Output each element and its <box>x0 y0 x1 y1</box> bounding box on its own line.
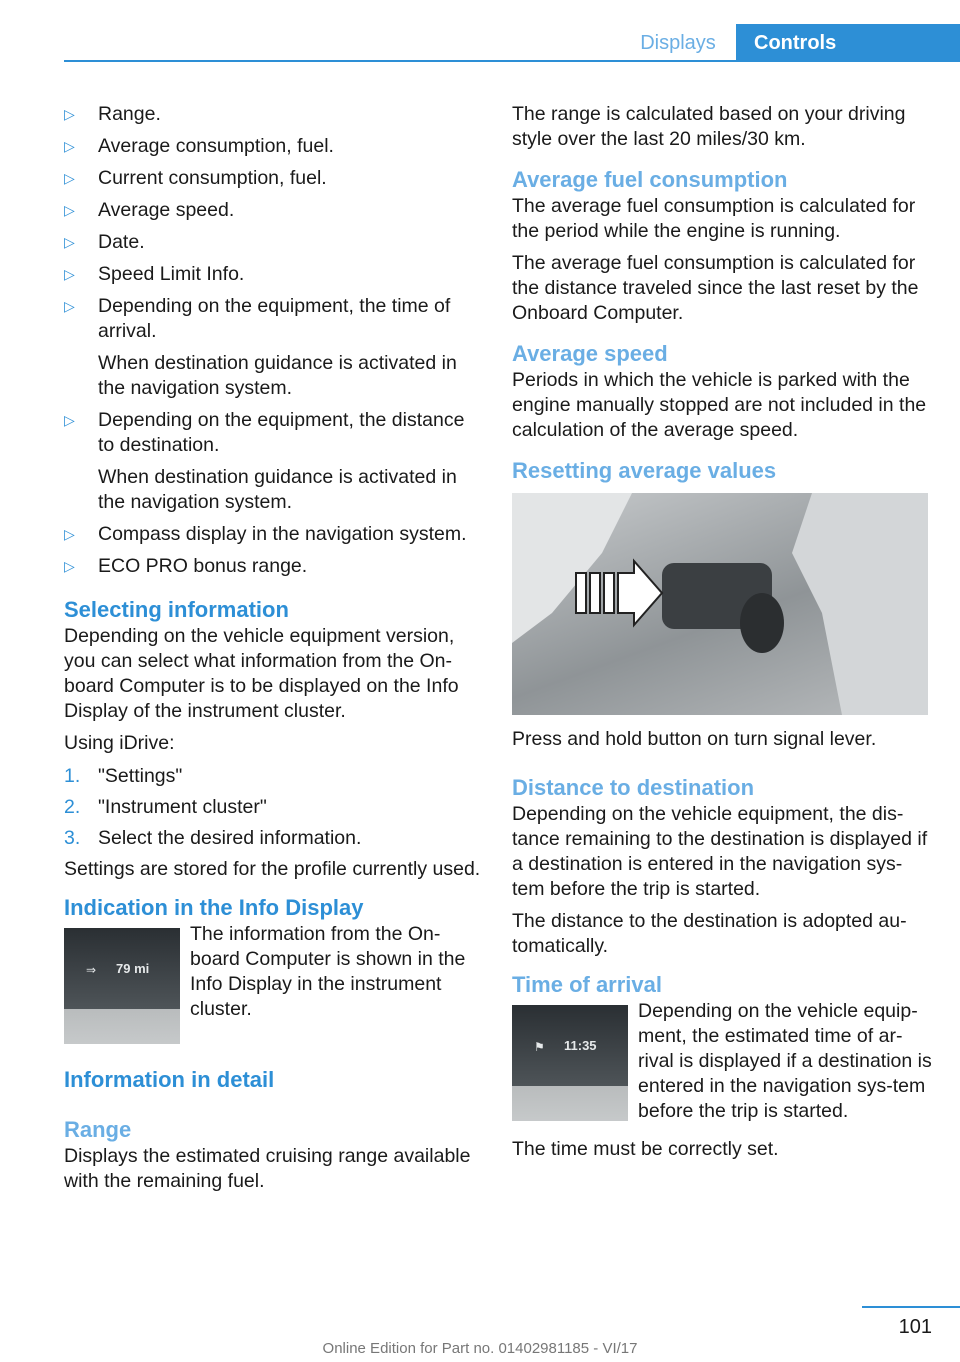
triangle-bullet-icon: ▷ <box>64 202 75 218</box>
tab-displays[interactable]: Displays <box>640 32 716 54</box>
settings-stored-paragraph: Settings are stored for the profile currently used. <box>64 858 481 880</box>
average-fuel-heading: Average fuel consumption <box>512 167 788 192</box>
lever-illustration <box>512 493 928 715</box>
list-item: ▷ Range. <box>64 103 161 125</box>
distance-paragraph-1: Depending on the vehicle equipment, the dis‐tance remaining to the destination is displayed if a destination is entered in the navigation sys‐tem before the trip is started. <box>512 803 928 900</box>
triangle-bullet-icon: ▷ <box>64 266 75 282</box>
left-column <box>64 102 482 1201</box>
triangle-bullet-icon: ▷ <box>64 298 75 314</box>
page-number: 101 <box>898 1316 932 1338</box>
edition-footer: Online Edition for Part no. 01402981185 - VI/17 <box>322 1340 638 1357</box>
list-item: ▷ Speed Limit Info. <box>64 263 245 285</box>
range-readout: 79 mi <box>116 961 150 976</box>
idrive-steps <box>64 764 482 857</box>
triangle-bullet-icon: ▷ <box>64 412 75 428</box>
arrival-display-screen <box>512 1005 628 1121</box>
arrival-display-figure <box>512 1005 628 1121</box>
resetting-heading: Resetting average values <box>512 458 777 483</box>
info-display-screen <box>64 928 180 1044</box>
header-rule <box>64 60 960 62</box>
range-paragraph: Displays the estimated cruising range available with the remaining fuel. <box>64 1145 471 1192</box>
step-item: 1. "Settings" <box>64 765 183 787</box>
triangle-bullet-icon: ▷ <box>64 106 75 122</box>
arrival-heading: Time of arrival <box>512 972 662 997</box>
destination-flag-icon: ⚑ <box>534 1040 545 1054</box>
indication-paragraph: The information from the On‐board Computer is shown in the Info Display in the instrument cluster. <box>190 923 466 1020</box>
list-item: ▷ Average speed. <box>64 199 235 221</box>
average-fuel-paragraph-2: The average fuel consumption is calculated for the distance traveled since the last reset by the Onboard Computer. <box>512 252 919 324</box>
footer-rule <box>862 1306 960 1308</box>
right-column <box>512 102 932 1169</box>
range-heading: Range <box>64 1117 132 1142</box>
average-fuel-paragraph-1: The average fuel consumption is calculated for the period while the engine is running. <box>512 195 916 242</box>
list-item: ▷ Depending on the equipment, the time of arrival. When destination guidance is activated in the navigation system. <box>64 294 482 408</box>
triangle-bullet-icon: ▷ <box>64 558 75 574</box>
step-item: 3. Select the desired information. <box>64 827 362 849</box>
step-number: 2. <box>64 796 81 818</box>
arrival-paragraph: Depending on the vehicle equip‐ment, the estimated time of ar‐rival is displayed if a destination is entered in the navigation sys‐tem before the trip is started. <box>638 1000 932 1122</box>
step-number: 1. <box>64 765 81 787</box>
list-item-note: When destination guidance is activated in the navigation system. <box>98 352 457 399</box>
list-item-note: When destination guidance is activated in the navigation system. <box>98 466 457 513</box>
selecting-information-heading: Selecting information <box>64 597 289 622</box>
list-item: ▷ Average consumption, fuel. <box>64 135 334 157</box>
average-speed-heading: Average speed <box>512 341 668 366</box>
list-item: ▷ ECO PRO bonus range. <box>64 555 308 577</box>
average-speed-paragraph: Periods in which the vehicle is parked with the engine manually stopped are not included in the calculation of the average speed. <box>512 369 927 441</box>
indication-heading: Indication in the Info Display <box>64 895 364 920</box>
triangle-bullet-icon: ▷ <box>64 526 75 542</box>
reset-caption: Press and hold button on turn signal lever. <box>512 728 877 750</box>
idrive-paragraph: Using iDrive: <box>64 732 175 754</box>
distance-heading: Distance to destination <box>512 775 755 800</box>
step-item: 2. "Instrument cluster" <box>64 796 267 818</box>
selecting-paragraph: Depending on the vehicle equipment version, you can select what information from the On‐board Computer is to be displayed on the Info Display of the instrument cluster. <box>64 625 459 722</box>
triangle-bullet-icon: ▷ <box>64 170 75 186</box>
list-item: ▷ Current consumption, fuel. <box>64 167 327 189</box>
time-set-paragraph: The time must be correctly set. <box>512 1138 779 1160</box>
list-item: ▷ Depending on the equipment, the distance to destination. When destination guidance is activated in the navigation system. <box>64 408 482 522</box>
tab-controls[interactable]: Controls <box>736 24 960 62</box>
arrival-time-readout: 11:35 <box>564 1038 597 1053</box>
triangle-bullet-icon: ▷ <box>64 138 75 154</box>
info-display-figure <box>64 928 180 1044</box>
distance-paragraph-2: The distance to the destination is adopted au‐tomatically. <box>512 910 907 957</box>
information-in-detail-heading: Information in detail <box>64 1067 275 1092</box>
list-item: ▷ Compass display in the navigation system. <box>64 523 467 545</box>
range-calc-paragraph: The range is calculated based on your driving style over the last 20 miles/30 km. <box>512 103 906 150</box>
step-number: 3. <box>64 827 81 849</box>
range-arrow-icon: ⇒ <box>86 963 97 977</box>
turn-signal-lever-photo <box>512 493 928 715</box>
info-bullet-list <box>64 102 482 586</box>
triangle-bullet-icon: ▷ <box>64 234 75 250</box>
list-item: ▷ Date. <box>64 231 145 253</box>
